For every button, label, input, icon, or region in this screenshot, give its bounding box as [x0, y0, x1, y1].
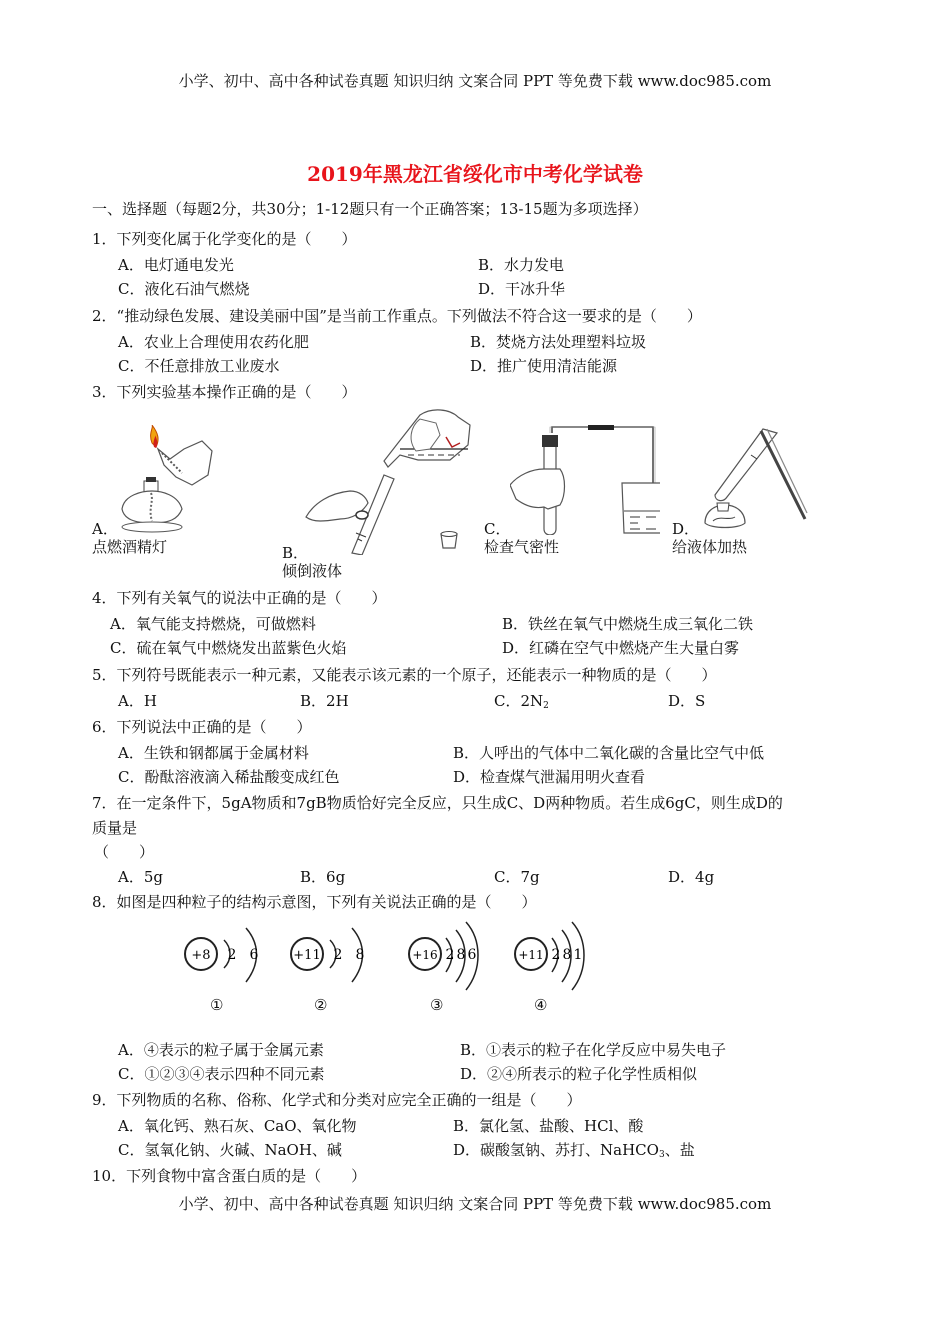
q3-fig-b-letter: B．: [282, 544, 309, 562]
question-7-stem-line1: 7．在一定条件下，5gA物质和7gB物质恰好完全反应，只生成C、D两种物质。若生成6gC，则生成D的: [92, 794, 783, 812]
q7-option-d: D．4g: [668, 868, 715, 886]
q9-option-b: B．氯化氢、盐酸、HCl、酸: [453, 1117, 644, 1135]
q9-option-c: C．氢氧化钠、火碱、NaOH、碱: [118, 1141, 342, 1159]
airtightness-check-icon: [510, 425, 660, 535]
q3-fig-b-caption: 倾倒液体: [282, 562, 343, 580]
q7-option-b: B．6g: [300, 868, 346, 886]
particle-3-shell-2: 8: [456, 947, 466, 963]
particle-4-shell-3: 1: [573, 947, 583, 963]
q9-option-d-text: D．碳酸氢钠、苏打、NaHCO: [453, 1141, 659, 1159]
question-4-stem: 4．下列有关氧气的说法中正确的是（ ）: [92, 589, 387, 607]
q6-option-c: C．酚酞溶液滴入稀盐酸变成红色: [118, 768, 340, 786]
q6-option-b: B．人呼出的气体中二氧化碳的含量比空气中低: [453, 744, 765, 762]
particle-2-nucleus: +11: [293, 948, 321, 963]
q2-option-b: B．焚烧方法处理塑料垃圾: [470, 333, 647, 351]
particle-1-label: ①: [210, 996, 224, 1014]
question-9-stem: 9．下列物质的名称、俗称、化学式和分类对应完全正确的一组是（ ）: [92, 1091, 582, 1109]
q2-option-a: A．农业上合理使用农药化肥: [118, 333, 309, 351]
q8-option-a: A．④表示的粒子属于金属元素: [118, 1041, 324, 1059]
q2-option-c: C．不任意排放工业废水: [118, 357, 280, 375]
q1-option-b: B．水力发电: [478, 256, 565, 274]
q7-option-a: A．5g: [118, 868, 163, 886]
particle-1-nucleus: +8: [191, 948, 211, 963]
q9-option-d: [453, 1139, 695, 1160]
section-heading: 一、选择题（每题2分，共30分；1-12题只有一个正确答案；13-15题为多项选择）: [92, 200, 648, 218]
q6-option-a: A．生铁和钢都属于金属材料: [118, 744, 309, 762]
particle-4-diagram: [510, 920, 610, 1010]
q5-option-d: D．S: [668, 692, 706, 710]
page-header: 小学、初中、高中各种试卷真题 知识归纳 文案合同 PPT 等免费下载 www.doc985.com: [178, 72, 772, 90]
particle-2-shell-1: 2: [333, 947, 343, 963]
bottle-stopper-icon: [438, 530, 460, 552]
question-3-stem: 3．下列实验基本操作正确的是（ ）: [92, 383, 357, 401]
q9-option-d-tail: 、盐: [664, 1141, 695, 1159]
q8-option-d: D．②④所表示的粒子化学性质相似: [460, 1065, 698, 1083]
question-6-stem: 6．下列说法中正确的是（ ）: [92, 718, 312, 736]
page-title: 2019年黑龙江省绥化市中考化学试卷: [307, 162, 643, 186]
particle-3-shell-3: 6: [467, 947, 477, 963]
particle-1-shell-1: 2: [227, 947, 237, 963]
q5-option-c-subscript: 2: [543, 701, 549, 711]
q4-option-b: B．铁丝在氧气中燃烧生成三氧化二铁: [502, 615, 754, 633]
q5-option-b: B．2H: [300, 692, 349, 710]
q5-option-c-text: C．2N: [494, 692, 544, 710]
q5-option-c: [494, 690, 549, 711]
particle-4-shell-2: 8: [562, 947, 572, 963]
q1-option-d: D．干冰升华: [478, 280, 566, 298]
q3-fig-c-letter: C．: [484, 520, 511, 538]
q8-option-b: B．①表示的粒子在化学反应中易失电子: [460, 1041, 727, 1059]
q3-fig-d-letter: D．: [672, 520, 700, 538]
q1-option-c: C．液化石油气燃烧: [118, 280, 250, 298]
q4-option-a: A．氧气能支持燃烧，可做燃料: [110, 615, 316, 633]
particle-1-diagram: [180, 920, 270, 1010]
q7-option-c: C．7g: [494, 868, 540, 886]
alcohol-lamp-lighting-icon: [112, 425, 222, 535]
particle-2-shell-2: 8: [355, 947, 365, 963]
question-5-stem: 5．下列符号既能表示一种元素，又能表示该元素的一个原子，还能表示一种物质的是（ ）: [92, 666, 717, 684]
q5-option-a: A．H: [118, 692, 157, 710]
particle-2-diagram: [286, 920, 376, 1010]
particle-4-label: ④: [534, 996, 548, 1014]
q9-option-a: A．氧化钙、熟石灰、CaO、氧化物: [118, 1117, 357, 1135]
question-10-stem: 10．下列食物中富含蛋白质的是（ ）: [92, 1167, 367, 1185]
particle-3-diagram: [404, 920, 504, 1010]
question-8-stem: 8．如图是四种粒子的结构示意图，下列有关说法正确的是（ ）: [92, 893, 537, 911]
q3-fig-d-caption: 给液体加热: [672, 538, 748, 556]
question-7-stem-line2: 质量是: [92, 819, 138, 837]
q9-option-d-subscript: 3: [658, 1150, 665, 1160]
q3-fig-a-letter: A．: [92, 520, 118, 538]
q3-fig-c-caption: 检查气密性: [484, 538, 560, 556]
particle-diagrams: [180, 920, 600, 1020]
q3-fig-a-caption: 点燃酒精灯: [92, 538, 168, 556]
particle-3-label: ③: [430, 996, 444, 1014]
heating-liquid-icon: [695, 425, 815, 535]
question-2-stem: 2．“推动绿色发展、建设美丽中国”是当前工作重点。下列做法不符合这一要求的是（ ）: [92, 307, 702, 325]
q6-option-d: D．检查煤气泄漏用明火查看: [453, 768, 646, 786]
q8-option-c: C．①②③④表示四种不同元素: [118, 1065, 325, 1083]
particle-4-nucleus: +11: [518, 948, 544, 962]
q4-option-d: D．红磷在空气中燃烧产生大量白雾: [502, 639, 740, 657]
q4-option-c: C．硫在氧气中燃烧发出蓝紫色火焰: [110, 639, 347, 657]
question-1-stem: 1．下列变化属于化学变化的是（ ）: [92, 230, 357, 248]
particle-2-label: ②: [314, 996, 328, 1014]
q2-option-d: D．推广使用清洁能源: [470, 357, 618, 375]
question-7-stem-line3: （ ）: [94, 843, 155, 861]
q1-option-a: A．电灯通电发光: [118, 256, 234, 274]
particle-4-shell-1: 2: [551, 947, 561, 963]
page-footer: 小学、初中、高中各种试卷真题 知识归纳 文案合同 PPT 等免费下载 www.doc985.com: [178, 1195, 772, 1213]
particle-1-shell-2: 6: [249, 947, 259, 963]
particle-3-shell-1: 2: [445, 947, 455, 963]
particle-3-nucleus: +16: [412, 948, 438, 962]
